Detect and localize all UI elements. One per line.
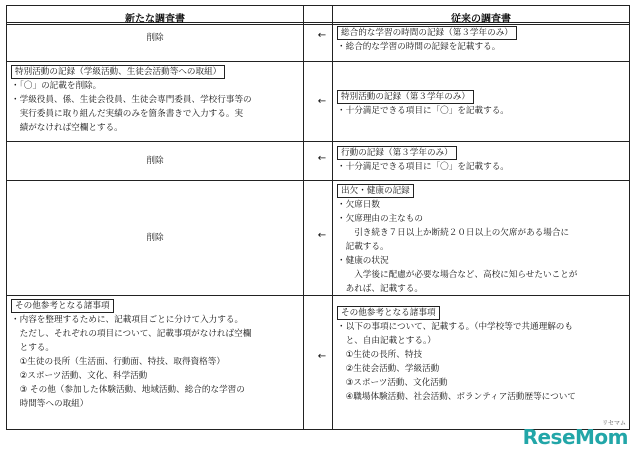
new-cell-5 (11, 299, 251, 411)
row-divider (7, 61, 629, 62)
new-line: ③ その他（参加した体験活動、地域活動、総合的な学習の (11, 385, 245, 395)
column-divider (332, 6, 333, 429)
old-line: ・総合的な学習の時間の記録を記載する。 (337, 42, 501, 52)
old-line: ④職場体験活動、社会活動、ボランティア活動歴等について (337, 392, 576, 402)
old-line: あれば、記載する。 (337, 284, 423, 294)
row-divider (7, 141, 629, 142)
old-cell-5 (337, 306, 576, 404)
old-heading-2: 特別活動の記録（第３学年のみ） (337, 90, 474, 104)
comparison-table (6, 5, 630, 430)
old-line: ・健康の状況 (337, 256, 389, 266)
arrow-2: ← (317, 96, 327, 107)
old-cell-1 (337, 26, 517, 54)
new-heading-2: 特別活動の記録（学級活動、生徒会活動等への取組） (11, 65, 225, 79)
row-divider (7, 180, 629, 181)
new-line: ・内容を整理するために、記載項目ごとに分けて入力する。 (11, 315, 244, 325)
new-line: ②スポーツ活動、文化、科学活動 (11, 371, 148, 381)
new-line: 実行委員に取り組んだ実績のみを箇条書きで入力する。実 (11, 109, 244, 119)
new-deleted-3: 削除 (146, 156, 164, 166)
old-line: と、自由記載とする。） (337, 336, 436, 346)
old-heading-4: 出欠・健康の記録 (337, 184, 414, 198)
arrow-3: ← (317, 153, 327, 164)
new-line: 績がなければ空欄とする。 (11, 123, 123, 133)
new-line: ①生徒の長所（生活面、行動面、特技、取得資格等） (11, 357, 225, 367)
old-line: ・欠席理由の主なもの (337, 214, 423, 224)
new-deleted-1: 削除 (146, 33, 164, 43)
old-line: 記載する。 (337, 242, 389, 252)
old-line: 引き続き７日以上か断続２０日以上の欠席がある場合に (337, 228, 570, 238)
arrow-1: ← (317, 30, 327, 41)
old-line: 入学後に配慮が必要な場合など、高校に知らせたいことが (337, 270, 578, 280)
new-line: とする。 (11, 343, 54, 353)
old-line: ②生徒会活動、学級活動 (337, 364, 440, 374)
new-line: 時間等への取組） (11, 399, 89, 409)
arrow-4: ← (317, 230, 327, 241)
old-line: ①生徒の長所、特技 (337, 350, 423, 360)
new-cell-2 (11, 65, 252, 135)
new-line: ・学級役員、係、生徒会役員、生徒会専門委員、学校行事等の (11, 95, 252, 105)
old-cell-4 (337, 184, 577, 296)
header-new: 新たな調査書 (125, 14, 185, 25)
old-line: ・十分満足できる項目に「〇」を記載する。 (337, 106, 509, 116)
new-line: ただし、それぞれの項目について、記載事項がなければ空欄 (11, 329, 252, 339)
old-line: ・十分満足できる項目に「〇」を記載する。 (337, 162, 509, 172)
old-cell-3 (337, 146, 509, 174)
header-old: 従来の調査書 (451, 14, 511, 25)
old-cell-2 (337, 90, 509, 118)
old-heading-5: その他参考となる諸事項 (337, 306, 440, 320)
old-line: ・欠席日数 (337, 200, 380, 210)
logo-subtext: リセマム (602, 420, 626, 427)
old-heading-1: 総合的な学習の時間の記録（第３学年のみ） (337, 26, 517, 40)
old-heading-3: 行動の記録（第３学年のみ） (337, 146, 457, 160)
column-divider (303, 6, 304, 429)
new-deleted-4: 削除 (146, 233, 164, 243)
arrow-5: ← (317, 351, 327, 362)
old-line: ・以下の事項について、記載する。（中学校等で共通理解のも (337, 322, 573, 332)
new-heading-5: その他参考となる諸事項 (11, 299, 114, 313)
resemom-logo: ReseMom (522, 425, 628, 449)
old-line: ③スポーツ活動、文化活動 (337, 378, 448, 388)
new-line: ・「〇」の記載を削除。 (11, 81, 102, 91)
